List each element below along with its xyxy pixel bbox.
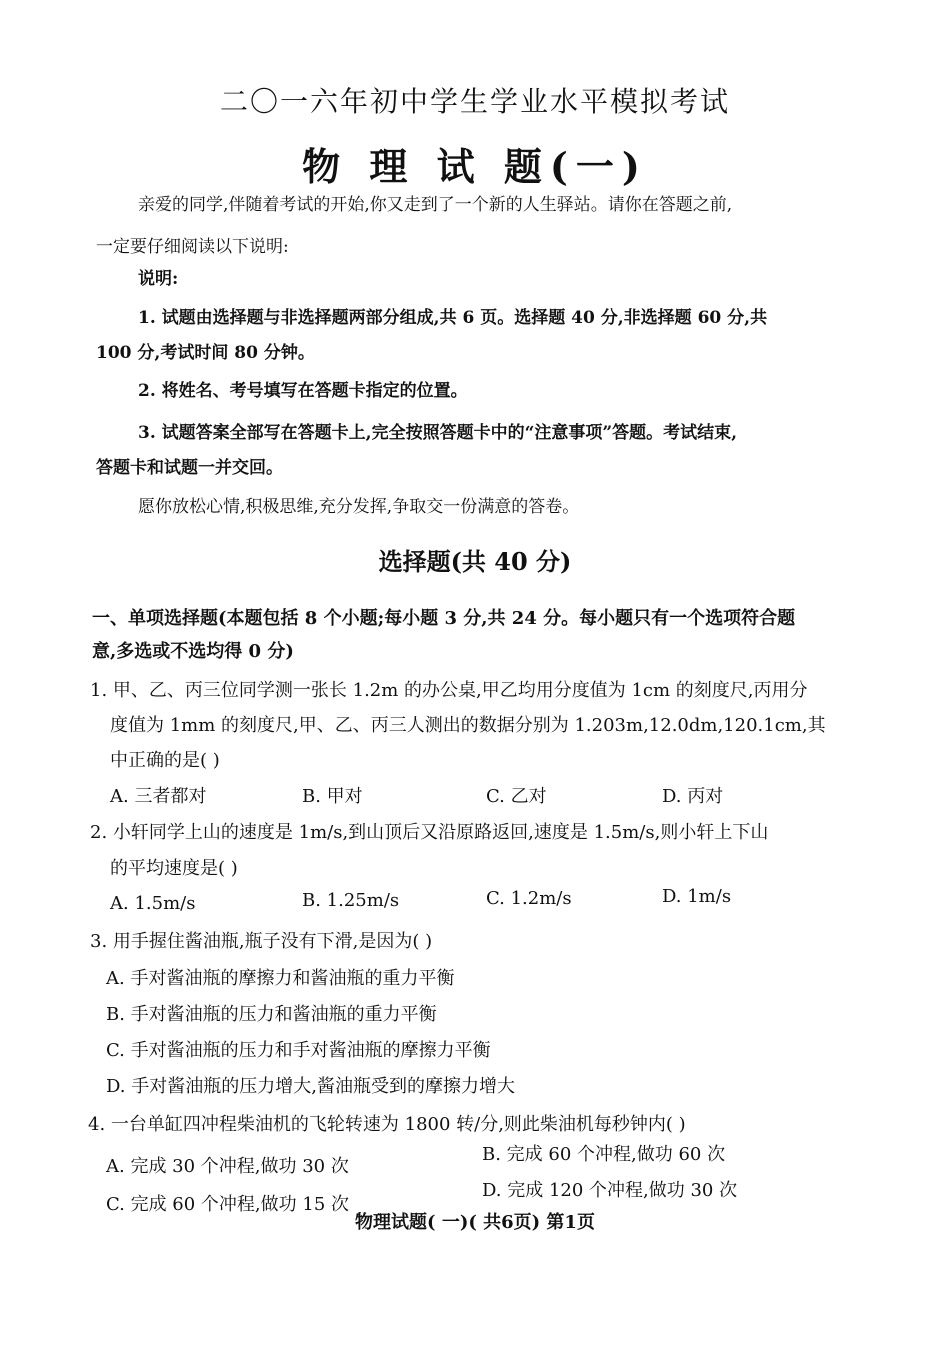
- question-4-option-a: A. 完成 30 个冲程,做功 30 次: [106, 1156, 349, 1177]
- intro-greeting-line2: 一定要仔细阅读以下说明:: [96, 237, 289, 257]
- question-3-option-a: A. 手对酱油瓶的摩擦力和酱油瓶的重力平衡: [106, 968, 455, 989]
- question-3-line1: 3. 用手握住酱油瓶,瓶子没有下滑,是因为( ): [90, 931, 433, 952]
- question-1-option-b: B. 甲对: [302, 786, 363, 807]
- note3-line2: 答题卡和试题一并交回。: [96, 458, 283, 478]
- question-1-option-a: A. 三者都对: [110, 786, 207, 807]
- part-instructions-line2: 意,多选或不选均得 0 分): [92, 641, 294, 662]
- note1-line2: 100 分,考试时间 80 分钟。: [96, 343, 315, 363]
- question-4-option-b: B. 完成 60 个冲程,做功 60 次: [482, 1144, 726, 1165]
- question-1-line1: 1. 甲、乙、丙三位同学测一张长 1.2m 的办公桌,甲乙均用分度值为 1cm 的刻度尺,丙用分: [90, 680, 808, 701]
- question-1-line3: 中正确的是( ): [110, 750, 220, 771]
- question-1-option-c: C. 乙对: [486, 786, 547, 807]
- question-3-option-b: B. 手对酱油瓶的压力和酱油瓶的重力平衡: [106, 1004, 437, 1025]
- question-2-option-d: D. 1m/s: [662, 886, 732, 907]
- question-4-option-d: D. 完成 120 个冲程,做功 30 次: [482, 1180, 738, 1201]
- notes-label: 说明:: [138, 269, 179, 289]
- wish-line: 愿你放松心情,积极思维,充分发挥,争取交一份满意的答卷。: [138, 497, 580, 517]
- question-2-option-a: A. 1.5m/s: [110, 893, 196, 914]
- question-2-line1: 2. 小轩同学上山的速度是 1m/s,到山顶后又沿原路返回,速度是 1.5m/s,则小轩上下山: [90, 822, 769, 843]
- note1-line1: 1. 试题由选择题与非选择题两部分组成,共 6 页。选择题 40 分,非选择题 60 分,共: [138, 308, 768, 328]
- part-instructions-line1: 一、单项选择题(本题包括 8 个小题;每小题 3 分,共 24 分。每小题只有一个选项符合题: [92, 608, 796, 629]
- question-2-option-c: C. 1.2m/s: [486, 888, 572, 909]
- question-1-option-d: D. 丙对: [662, 786, 724, 807]
- exam-title: 二〇一六年初中学生学业水平模拟考试: [219, 85, 730, 118]
- question-1-line2: 度值为 1mm 的刻度尺,甲、乙、丙三人测出的数据分别为 1.203m,12.0dm,120.1cm,其: [110, 715, 826, 736]
- section-title: 选择题(共 40 分): [378, 547, 572, 576]
- question-2-line2: 的平均速度是( ): [110, 858, 238, 879]
- question-4-option-c: C. 完成 60 个冲程,做功 15 次: [106, 1194, 349, 1215]
- intro-greeting-line1: 亲爱的同学,伴随着考试的开始,你又走到了一个新的人生驿站。请你在答题之前,: [138, 195, 733, 215]
- paper-title: 物 理 试 题(一): [302, 144, 648, 189]
- page-footer: 物理试题( 一)( 共6页) 第1页: [355, 1212, 595, 1233]
- note2: 2. 将姓名、考号填写在答题卡指定的位置。: [138, 381, 468, 401]
- question-2-option-b: B. 1.25m/s: [302, 890, 400, 911]
- note3-line1: 3. 试题答案全部写在答题卡上,完全按照答题卡中的“注意事项”答题。考试结束,: [138, 423, 738, 443]
- question-3-option-c: C. 手对酱油瓶的压力和手对酱油瓶的摩擦力平衡: [106, 1040, 491, 1061]
- question-3-option-d: D. 手对酱油瓶的压力增大,酱油瓶受到的摩擦力增大: [106, 1076, 515, 1097]
- question-4-line1: 4. 一台单缸四冲程柴油机的飞轮转速为 1800 转/分,则此柴油机每秒钟内( ): [88, 1114, 686, 1135]
